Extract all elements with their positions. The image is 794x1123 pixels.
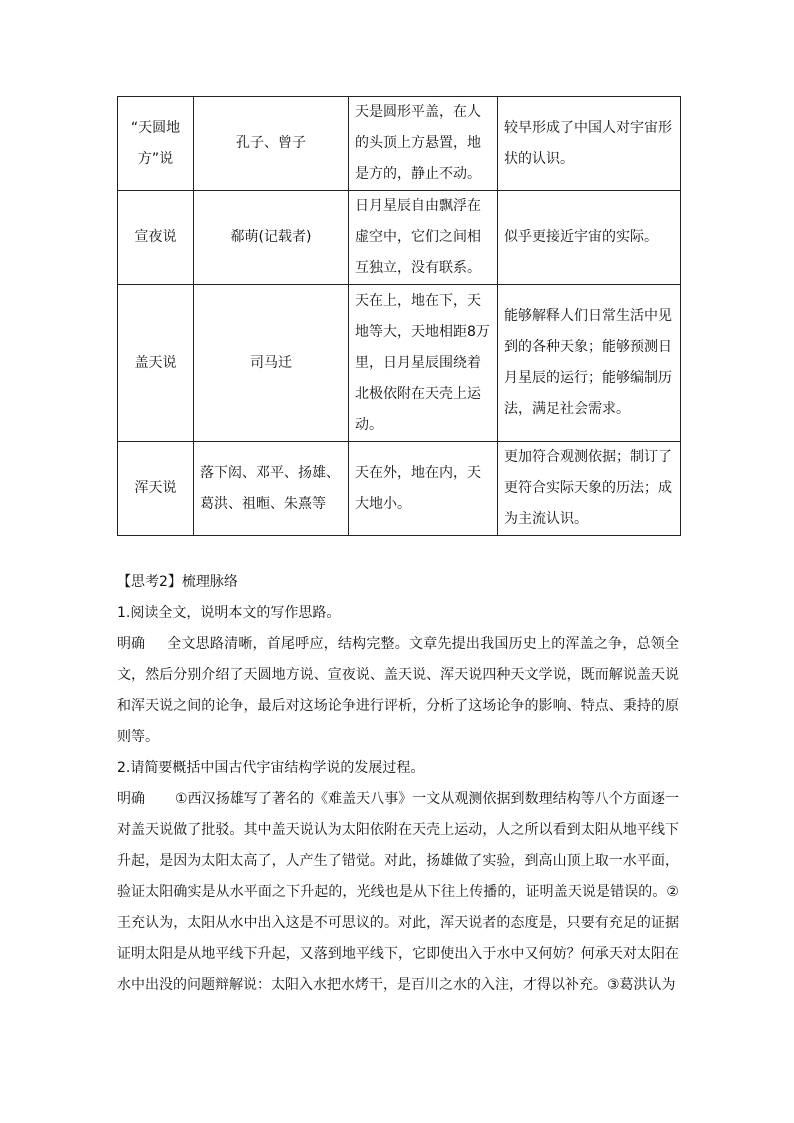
- theory-evaluation-cell: 较早形成了中国人对宇宙形状的认识。: [498, 97, 681, 191]
- table-row: [118, 285, 681, 442]
- theory-people-cell: 郗萌(记载者): [194, 191, 349, 285]
- answer-1-text: 全文思路清晰，首尾呼应，结构完整。文章先提出我国历史上的浑盖之争，总领全文，然后分别介绍了天圆地方说、宣夜说、盖天说、浑天说四种天文学说，既而解说盖天说和浑天说之间的论争，最后对这场论争进行评析，分析了这场论争的影响、特点、秉持的原则等。: [117, 636, 679, 745]
- theory-name-cell: 宣夜说: [118, 191, 194, 285]
- theory-people-cell: 司马迁: [194, 285, 349, 442]
- answer-2: [117, 784, 679, 1001]
- theory-evaluation-cell: 更加符合观测依据；制订了更符合实际天象的历法；成为主流认识。: [498, 442, 681, 536]
- theory-content-cell: 天在外，地在内，天大地小。: [349, 442, 498, 536]
- question-1: 1.阅读全文，说明本文的写作思路。: [117, 605, 341, 621]
- theory-evaluation-cell: 能够解释人们日常生活中见到的各种天象；能够预测日月星辰的运行；能够编制历法，满足社会需求。: [498, 285, 681, 442]
- answer-2-text: ①西汉扬雄写了著名的《难盖天八事》一文从观测依据到数理结构等八个方面逐一对盖天说做了批驳。其中盖天说认为太阳依附在天壳上运动，人之所以看到太阳从地平线下升起，是因为太阳太高了，人产生了错觉。对此，扬雄做了实验，到高山顶上取一水平面，验证太阳确实是从水平面之下升起的，光线也是从下往上传播的，证明盖天说是错误的。②王充认为，太阳从水中出入这是不可思议的。对此，浑天说者的态度是，只要有充足的证据证明太阳是从地平线下升起，又落到地平线下，它即使出入于水中又何妨？何承天对太阳在水中出没的问题辩解说：太阳入水把水烤干，是百川之水的入注，才得以补充。③葛洪认为: [117, 791, 679, 993]
- answer-label: 明确: [117, 636, 145, 652]
- theory-content-cell: 天在上，地在下，天地等大，天地相距8万里，日月星辰围绕着北极依附在天壳上运动。: [349, 285, 498, 442]
- theory-name-cell: 浑天说: [118, 442, 194, 536]
- theory-name-cell: “天圆地方”说: [118, 97, 194, 191]
- question-2: 2.请简要概括中国古代宇宙结构学说的发展过程。: [117, 760, 425, 776]
- theory-content-cell: 日月星辰自由飘浮在虚空中，它们之间相互独立，没有联系。: [349, 191, 498, 285]
- theory-name-cell: 盖天说: [118, 285, 194, 442]
- answer-1: [117, 629, 679, 753]
- theories-table: [117, 96, 681, 536]
- table-row: [118, 191, 681, 285]
- theory-content-cell: 天是圆形平盖，在人的头顶上方悬置，地是方的，静止不动。: [349, 97, 498, 191]
- theory-people-cell: 落下闳、邓平、扬雄、葛洪、祖暅、朱熹等: [194, 442, 349, 536]
- table-row: [118, 97, 681, 191]
- table-row: [118, 442, 681, 536]
- theory-people-cell: 孔子、曾子: [194, 97, 349, 191]
- theory-evaluation-cell: 似乎更接近宇宙的实际。: [498, 191, 681, 285]
- answer-label: 明确: [117, 791, 145, 807]
- section-title: 【思考2】梳理脉络: [117, 574, 238, 590]
